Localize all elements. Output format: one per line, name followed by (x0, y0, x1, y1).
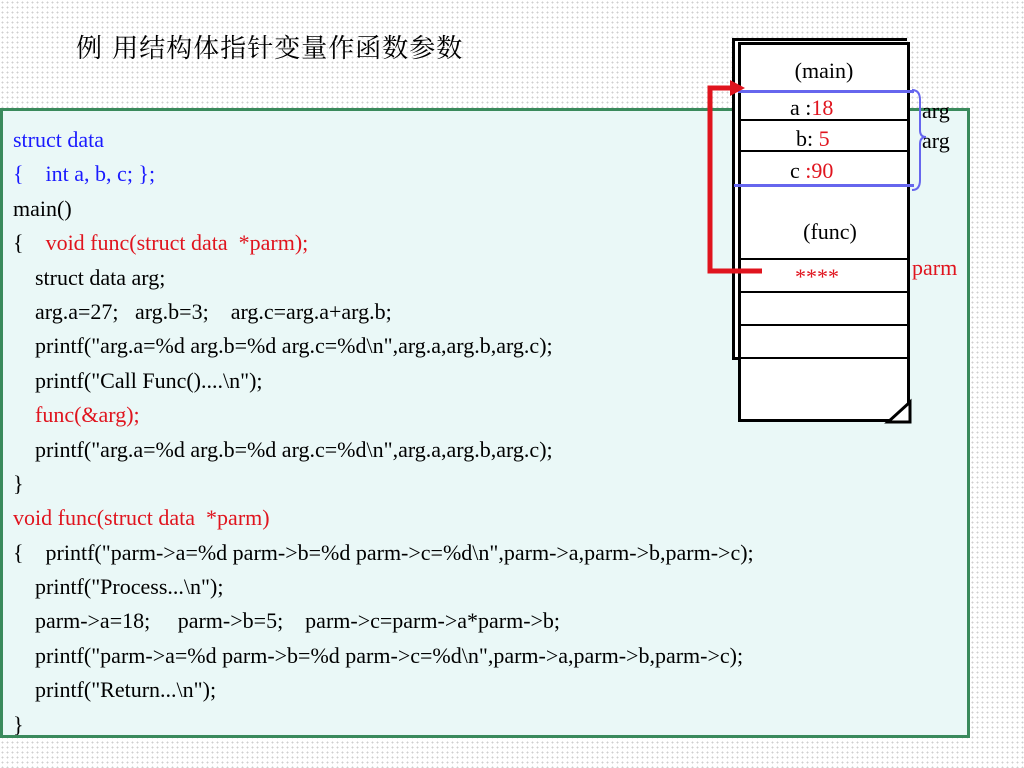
cell-divider (741, 324, 908, 326)
arg-label: arg (922, 98, 950, 123)
code-text: main() (13, 195, 72, 221)
cell-divider (741, 357, 908, 359)
field-a-value: 18 (811, 95, 834, 120)
code-text: { (13, 230, 46, 256)
code-line (13, 604, 754, 638)
code-line (13, 433, 754, 467)
field-c (790, 158, 833, 184)
field-c-value: :90 (805, 158, 834, 183)
code-text: parm->a=18; parm->b=5; parm->c=parm->a*parm->b; (13, 608, 561, 634)
code-line (13, 364, 754, 398)
code-line (13, 570, 754, 604)
code-text: printf("arg.a=%d arg.b=%d arg.c=%d\n",arg.a,arg.b,arg.c); (13, 333, 553, 359)
code-text: printf("arg.a=%d arg.b=%d arg.c=%d\n",arg.a,arg.b,arg.c); (13, 436, 553, 462)
struct-bottom-border (734, 184, 914, 187)
code-text: printf("Process...\n"); (13, 574, 224, 600)
code-line (13, 501, 754, 535)
cell-divider (741, 291, 908, 293)
cell-divider (741, 258, 908, 260)
field-c-label: c (790, 158, 806, 183)
code-text: } (13, 470, 24, 496)
code-line (13, 673, 754, 707)
parm-label: parm (912, 255, 958, 280)
field-b (796, 126, 830, 152)
code-line (13, 708, 754, 742)
code-text: arg.a=27; arg.b=3; arg.c=arg.a+arg.b; (13, 298, 392, 324)
code-line (13, 261, 754, 295)
code-line (13, 536, 754, 570)
main-frame-label: (main) (794, 58, 854, 83)
arg-label: arg (922, 128, 950, 153)
code-text: { printf("parm->a=%d parm->b=%d parm->c=%d\n",parm->a,parm->b,parm->c); (13, 539, 754, 565)
field-b-label: b: (796, 126, 819, 151)
code-listing (13, 123, 754, 742)
func-frame-label: (func) (803, 219, 857, 244)
field-b-value: 5 (818, 126, 830, 151)
code-text: struct data arg; (13, 264, 166, 290)
code-line (13, 192, 754, 226)
code-line (13, 467, 754, 501)
slide-title: 例 用结构体指针变量作函数参数 (76, 34, 464, 64)
code-text: func(&arg); (13, 402, 140, 428)
code-text: struct data (13, 127, 105, 152)
code-text: } (13, 711, 24, 737)
code-line (13, 295, 754, 329)
struct-top-border (738, 90, 914, 93)
code-text: printf("Return...\n"); (13, 677, 217, 703)
parm-value: **** (795, 264, 839, 289)
code-text: printf("Call Func()....\n"); (13, 367, 263, 393)
code-text: { int a, b, c; }; (13, 161, 156, 187)
code-line (13, 398, 754, 432)
field-a (790, 95, 833, 121)
code-line (13, 157, 754, 191)
code-text-highlight: void func(struct data *parm); (45, 230, 309, 256)
code-line (13, 226, 754, 260)
code-line (13, 329, 754, 363)
field-a-label: a : (790, 95, 812, 120)
code-text: void func(struct data *parm) (13, 505, 270, 531)
code-line (13, 639, 754, 673)
code-line (13, 123, 754, 157)
code-text: printf("parm->a=%d parm->b=%d parm->c=%d\n",parm->a,parm->b,parm->c); (13, 642, 744, 668)
